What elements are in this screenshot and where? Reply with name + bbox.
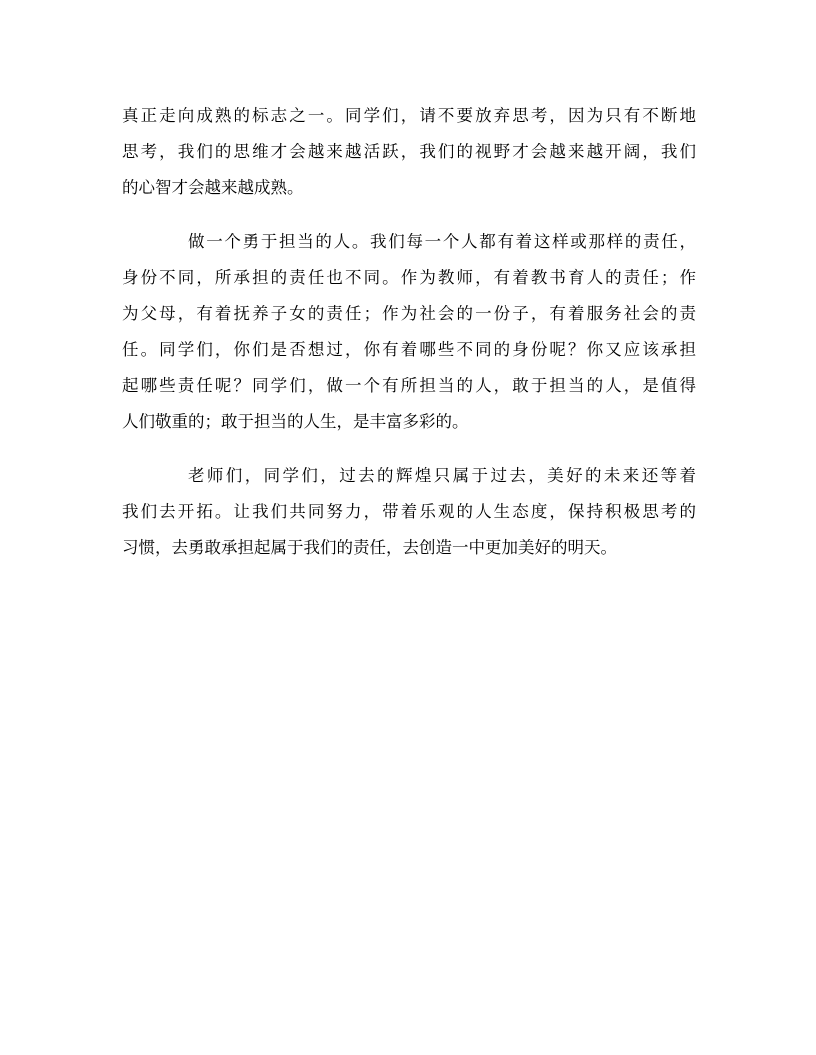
text-line: 做一个勇于担当的人。我们每一个人都有着这样或那样的责任， [188, 232, 696, 251]
paragraph-spacing [122, 440, 696, 458]
text-line: 真正走向成熟的标志之一。同学们，请不要放弃思考，因为只有不断地 [122, 106, 696, 125]
text-line: 任。同学们，你们是否想过，你有着哪些不同的身份呢？你又应该承担 [122, 340, 696, 359]
paragraph [122, 458, 696, 566]
paragraph [122, 224, 696, 440]
text-line: 思考，我们的思维才会越来越活跃，我们的视野才会越来越开阔，我们 [122, 142, 696, 161]
paragraph-spacing [122, 206, 696, 224]
text-line: 的心智才会越来越成熟。 [122, 178, 304, 197]
text-line: 习惯，去勇敢承担起属于我们的责任，去创造一中更加美好的明天。 [122, 538, 617, 557]
text-line: 我们去开拓。让我们共同努力，带着乐观的人生态度，保持积极思考的 [122, 502, 696, 521]
text-line: 人们敬重的；敢于担当的人生，是丰富多彩的。 [122, 412, 469, 431]
text-line: 身份不同，所承担的责任也不同。作为教师，有着教书育人的责任；作 [122, 268, 696, 287]
text-line: 为父母，有着抚养子女的责任；作为社会的一份子，有着服务社会的责 [122, 304, 696, 323]
text-line: 老师们，同学们，过去的辉煌只属于过去，美好的未来还等着 [188, 466, 696, 485]
document-body [122, 98, 696, 566]
paragraph [122, 98, 696, 206]
text-line: 起哪些责任呢？同学们，做一个有所担当的人，敢于担当的人，是值得 [122, 376, 696, 395]
